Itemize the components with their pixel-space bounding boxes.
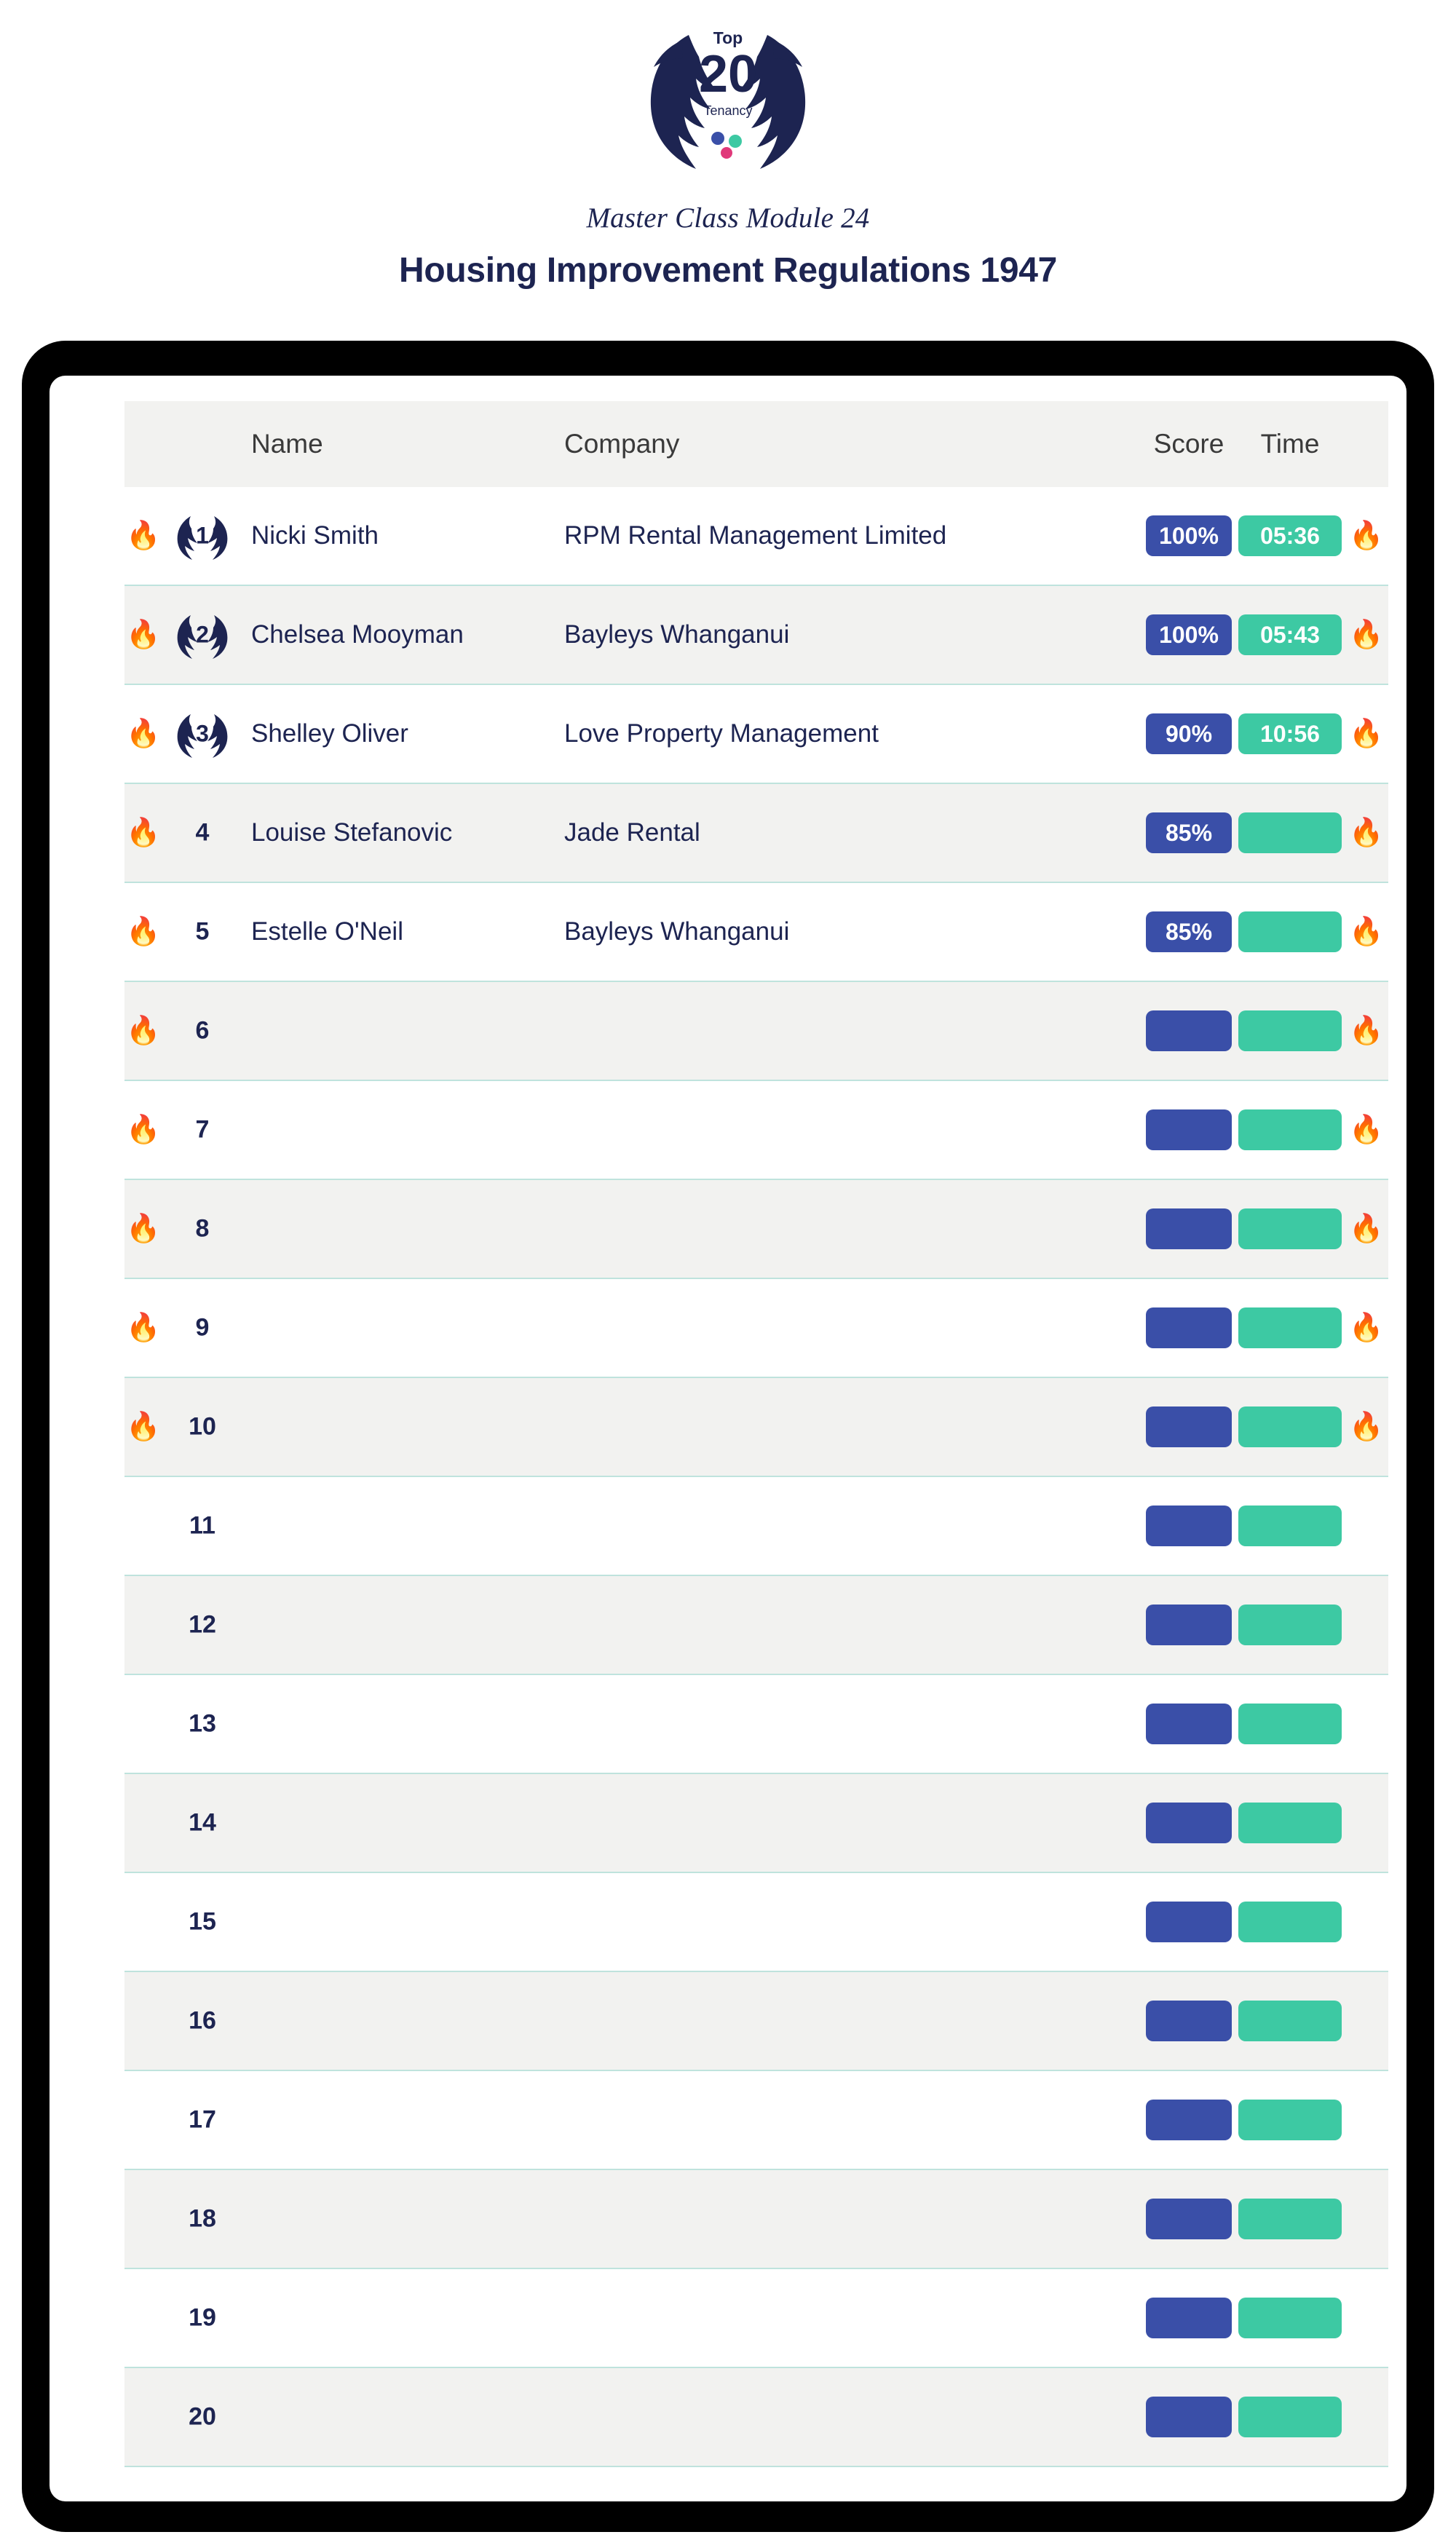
score-cell	[1142, 713, 1235, 754]
participant-company: Love Property Management	[564, 719, 879, 748]
table-row	[124, 1675, 1388, 1774]
time-badge	[1238, 1109, 1342, 1150]
score-badge	[1146, 2199, 1232, 2239]
flame-icon-left: 🔥	[126, 1016, 161, 1046]
flame-icon-left: 🔥	[126, 818, 161, 848]
flame-icon-left: 🔥	[126, 917, 161, 947]
score-badge: 85%	[1146, 812, 1232, 853]
flame-icon-right: 🔥	[1349, 1115, 1384, 1145]
rank-number: 3	[196, 720, 209, 747]
flame-icon-right: 🔥	[1349, 818, 1384, 848]
svg-text:Tenancy: Tenancy	[703, 103, 753, 118]
score-cell	[1142, 1803, 1235, 1843]
time-badge: 10:56	[1238, 713, 1342, 754]
table-row	[124, 883, 1388, 982]
table-row	[124, 1180, 1388, 1279]
flame-icon-right: 🔥	[1349, 1412, 1384, 1442]
participant-company: Bayleys Whanganui	[564, 620, 790, 649]
time-cell	[1235, 2001, 1345, 2041]
column-header-time: Time	[1260, 429, 1320, 459]
score-badge: 100%	[1146, 515, 1232, 556]
score-badge	[1146, 1406, 1232, 1447]
time-cell	[1235, 1605, 1345, 1645]
rank-number: 12	[189, 1610, 216, 1639]
score-cell	[1142, 1010, 1235, 1051]
rank-number: 19	[189, 2303, 216, 2332]
tablet-screen	[50, 376, 1406, 2501]
svg-text:Top: Top	[713, 28, 743, 47]
flame-icon-left: 🔥	[126, 620, 161, 650]
time-cell	[1235, 1704, 1345, 1744]
time-badge	[1238, 2100, 1342, 2140]
flame-icon-left: 🔥	[126, 521, 161, 551]
participant-name: Shelley Oliver	[251, 719, 408, 748]
rank-number: 18	[189, 2204, 216, 2233]
flame-icon-left: 🔥	[126, 1313, 161, 1343]
score-cell	[1142, 2199, 1235, 2239]
rank-cell	[162, 487, 242, 585]
participant-company: RPM Rental Management Limited	[564, 521, 947, 550]
score-cell	[1142, 1109, 1235, 1150]
score-cell	[1142, 911, 1235, 952]
table-row	[124, 784, 1388, 883]
table-row	[124, 2269, 1388, 2368]
page-title: Housing Improvement Regulations 1947	[398, 251, 1058, 290]
score-badge	[1146, 2397, 1232, 2437]
rank-cell	[162, 1774, 242, 1872]
time-cell	[1235, 812, 1345, 853]
rank-number: 9	[195, 1313, 210, 1342]
score-cell	[1142, 2397, 1235, 2437]
score-cell	[1142, 1902, 1235, 1942]
rank-cell	[162, 1972, 242, 2070]
score-badge	[1146, 2100, 1232, 2140]
top-20-tenancy-laurel-logo	[619, 13, 837, 191]
score-cell	[1142, 1406, 1235, 1447]
rank-cell	[162, 2071, 242, 2169]
rank-cell	[162, 982, 242, 1080]
time-cell	[1235, 515, 1345, 556]
rank-number: 6	[195, 1016, 210, 1045]
time-badge	[1238, 1506, 1342, 1546]
column-header-name: Name	[251, 429, 323, 459]
score-badge	[1146, 1605, 1232, 1645]
table-row	[124, 1774, 1388, 1873]
flame-icon-left: 🔥	[126, 1412, 161, 1442]
rank-number: 10	[189, 1412, 216, 1441]
flame-icon-right: 🔥	[1349, 620, 1384, 650]
rank-number: 1	[196, 522, 209, 549]
time-badge	[1238, 1307, 1342, 1348]
score-badge	[1146, 1704, 1232, 1744]
flame-icon-right: 🔥	[1349, 917, 1384, 947]
rank-cell	[162, 1675, 242, 1773]
rank-cell	[162, 586, 242, 684]
table-row	[124, 2170, 1388, 2269]
rank-cell	[162, 685, 242, 783]
time-badge	[1238, 1208, 1342, 1249]
table-row	[124, 487, 1388, 586]
time-badge	[1238, 2397, 1342, 2437]
score-badge	[1146, 1902, 1232, 1942]
column-header-score: Score	[1153, 429, 1224, 459]
rank-cell	[162, 1180, 242, 1278]
score-badge: 100%	[1146, 614, 1232, 655]
score-cell	[1142, 1605, 1235, 1645]
time-badge	[1238, 1704, 1342, 1744]
rank-cell	[162, 1576, 242, 1674]
column-header-company: Company	[564, 429, 680, 459]
score-badge	[1146, 1307, 1232, 1348]
rank-number: 8	[195, 1214, 210, 1243]
score-cell	[1142, 614, 1235, 655]
rank-number: 11	[189, 1511, 215, 1540]
time-badge	[1238, 1605, 1342, 1645]
participant-name: Chelsea Mooyman	[251, 620, 464, 649]
score-cell	[1142, 2001, 1235, 2041]
flame-icon-left: 🔥	[126, 719, 161, 749]
time-cell	[1235, 2100, 1345, 2140]
rank-cell	[162, 1279, 242, 1377]
rank-cell	[162, 1477, 242, 1575]
rank-cell	[162, 883, 242, 981]
time-cell	[1235, 911, 1345, 952]
leaderboard-table	[124, 401, 1388, 2467]
time-cell	[1235, 1208, 1345, 1249]
score-cell	[1142, 2298, 1235, 2338]
time-badge	[1238, 2298, 1342, 2338]
rank-number: 15	[189, 1907, 216, 1936]
table-row	[124, 586, 1388, 685]
score-badge	[1146, 1010, 1232, 1051]
table-row	[124, 1873, 1388, 1972]
table-row	[124, 1081, 1388, 1180]
rank-cell	[162, 1873, 242, 1971]
flame-icon-right: 🔥	[1349, 1016, 1384, 1046]
rank-number: 2	[196, 621, 209, 648]
time-badge	[1238, 1010, 1342, 1051]
tablet-frame	[22, 341, 1434, 2532]
rank-cell	[162, 1378, 242, 1476]
rank-cell	[162, 2269, 242, 2367]
table-row	[124, 685, 1388, 784]
rank-cell	[162, 2368, 242, 2466]
time-badge: 05:36	[1238, 515, 1342, 556]
table-row	[124, 2071, 1388, 2170]
time-badge	[1238, 1803, 1342, 1843]
time-cell	[1235, 1307, 1345, 1348]
score-cell	[1142, 515, 1235, 556]
score-badge	[1146, 1109, 1232, 1150]
rank-cell	[162, 1081, 242, 1179]
time-badge	[1238, 812, 1342, 853]
rank-number: 13	[189, 1709, 216, 1738]
time-cell	[1235, 1010, 1345, 1051]
score-badge: 90%	[1146, 713, 1232, 754]
flame-icon-right: 🔥	[1349, 521, 1384, 551]
flame-icon-left: 🔥	[126, 1214, 161, 1244]
participant-name: Estelle O'Neil	[251, 917, 403, 946]
score-badge	[1146, 1803, 1232, 1843]
time-cell	[1235, 713, 1345, 754]
time-badge	[1238, 1406, 1342, 1447]
time-badge	[1238, 2001, 1342, 2041]
time-cell	[1235, 1506, 1345, 1546]
score-badge: 85%	[1146, 911, 1232, 952]
time-cell	[1235, 2199, 1345, 2239]
time-badge	[1238, 1902, 1342, 1942]
time-cell	[1235, 2397, 1345, 2437]
column-header-rank	[162, 401, 242, 487]
score-cell	[1142, 812, 1235, 853]
score-cell	[1142, 1506, 1235, 1546]
score-badge	[1146, 2001, 1232, 2041]
score-badge	[1146, 2298, 1232, 2338]
score-cell	[1142, 1307, 1235, 1348]
time-cell	[1235, 1803, 1345, 1843]
participant-company: Jade Rental	[564, 818, 700, 847]
svg-text:20: 20	[698, 45, 758, 103]
time-cell	[1235, 2298, 1345, 2338]
table-row	[124, 1972, 1388, 2071]
time-badge	[1238, 2199, 1342, 2239]
flame-icon-right: 🔥	[1349, 719, 1384, 749]
module-subtitle: Master Class Module 24	[586, 202, 870, 234]
table-row	[124, 1477, 1388, 1576]
time-badge: 05:43	[1238, 614, 1342, 655]
table-row	[124, 982, 1388, 1081]
flame-icon-left: 🔥	[126, 1115, 161, 1145]
score-cell	[1142, 2100, 1235, 2140]
time-badge	[1238, 911, 1342, 952]
participant-name: Nicki Smith	[251, 521, 379, 550]
time-cell	[1235, 1902, 1345, 1942]
table-row	[124, 1576, 1388, 1675]
rank-number: 16	[189, 2006, 216, 2035]
flame-icon-right: 🔥	[1349, 1214, 1384, 1244]
rank-number: 5	[195, 917, 210, 946]
rank-cell	[162, 2170, 242, 2268]
table-header-row	[124, 401, 1388, 487]
flame-icon-right: 🔥	[1349, 1313, 1384, 1343]
rank-number: 14	[189, 1808, 216, 1837]
rank-number: 20	[189, 2402, 216, 2431]
table-row	[124, 2368, 1388, 2467]
score-cell	[1142, 1704, 1235, 1744]
participant-name: Louise Stefanovic	[251, 818, 453, 847]
rank-number: 7	[195, 1115, 210, 1144]
score-badge	[1146, 1208, 1232, 1249]
time-cell	[1235, 1109, 1345, 1150]
rank-number: 4	[195, 818, 210, 847]
score-cell	[1142, 1208, 1235, 1249]
table-row	[124, 1279, 1388, 1378]
participant-company: Bayleys Whanganui	[564, 917, 790, 946]
time-cell	[1235, 1406, 1345, 1447]
rank-number: 17	[189, 2105, 216, 2134]
table-row	[124, 1378, 1388, 1477]
rank-cell	[162, 784, 242, 882]
page-header	[0, 0, 1456, 290]
time-cell	[1235, 614, 1345, 655]
score-badge	[1146, 1506, 1232, 1546]
